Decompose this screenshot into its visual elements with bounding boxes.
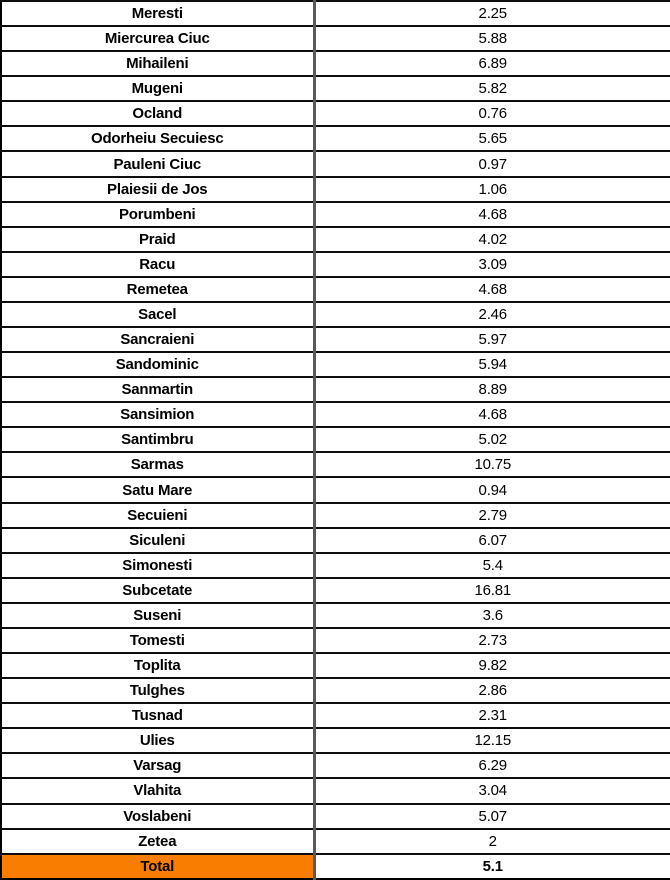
municipality-name-cell: Sancraieni bbox=[1, 327, 314, 352]
municipality-name-cell: Zetea bbox=[1, 829, 314, 854]
table-row bbox=[1, 628, 670, 653]
value-cell: 12.15 bbox=[314, 728, 670, 753]
table-row bbox=[1, 703, 670, 728]
total-label-cell: Total bbox=[1, 854, 314, 879]
table-row bbox=[1, 26, 670, 51]
value-cell: 4.68 bbox=[314, 402, 670, 427]
municipality-name-cell: Sacel bbox=[1, 302, 314, 327]
table-row bbox=[1, 553, 670, 578]
table-row bbox=[1, 101, 670, 126]
table-row bbox=[1, 402, 670, 427]
municipality-name-cell: Vlahita bbox=[1, 778, 314, 803]
table-row bbox=[1, 452, 670, 477]
table-row bbox=[1, 603, 670, 628]
table-row bbox=[1, 477, 670, 502]
table-row bbox=[1, 302, 670, 327]
value-cell: 2.79 bbox=[314, 503, 670, 528]
table-row bbox=[1, 678, 670, 703]
municipality-name-cell: Sanmartin bbox=[1, 377, 314, 402]
municipality-name-cell: Sarmas bbox=[1, 452, 314, 477]
value-cell: 0.94 bbox=[314, 477, 670, 502]
municipality-name-cell: Pauleni Ciuc bbox=[1, 151, 314, 176]
municipality-name-cell: Plaiesii de Jos bbox=[1, 177, 314, 202]
table-row bbox=[1, 227, 670, 252]
municipality-name-cell: Voslabeni bbox=[1, 804, 314, 829]
municipality-name-cell: Subcetate bbox=[1, 578, 314, 603]
municipality-name-cell: Tomesti bbox=[1, 628, 314, 653]
value-cell: 2.73 bbox=[314, 628, 670, 653]
table-row bbox=[1, 753, 670, 778]
municipality-name-cell: Suseni bbox=[1, 603, 314, 628]
municipality-name-cell: Meresti bbox=[1, 1, 314, 26]
table-row bbox=[1, 1, 670, 26]
table-row bbox=[1, 778, 670, 803]
value-cell: 8.89 bbox=[314, 377, 670, 402]
value-cell: 5.82 bbox=[314, 76, 670, 101]
table-row bbox=[1, 202, 670, 227]
municipality-name-cell: Simonesti bbox=[1, 553, 314, 578]
value-cell: 6.29 bbox=[314, 753, 670, 778]
municipality-name-cell: Secuieni bbox=[1, 503, 314, 528]
municipality-name-cell: Tusnad bbox=[1, 703, 314, 728]
value-cell: 2.86 bbox=[314, 678, 670, 703]
value-cell: 5.97 bbox=[314, 327, 670, 352]
value-cell: 6.89 bbox=[314, 51, 670, 76]
value-cell: 6.07 bbox=[314, 528, 670, 553]
table-row bbox=[1, 653, 670, 678]
value-cell: 5.65 bbox=[314, 126, 670, 151]
total-value-cell: 5.1 bbox=[314, 854, 670, 879]
value-cell: 4.02 bbox=[314, 227, 670, 252]
value-cell: 4.68 bbox=[314, 202, 670, 227]
municipality-name-cell: Satu Mare bbox=[1, 477, 314, 502]
table-row bbox=[1, 829, 670, 854]
value-cell: 2.31 bbox=[314, 703, 670, 728]
table-row bbox=[1, 277, 670, 302]
value-cell: 5.02 bbox=[314, 427, 670, 452]
value-cell: 0.97 bbox=[314, 151, 670, 176]
municipality-name-cell: Ocland bbox=[1, 101, 314, 126]
table-row bbox=[1, 151, 670, 176]
value-cell: 3.04 bbox=[314, 778, 670, 803]
municipality-name-cell: Toplita bbox=[1, 653, 314, 678]
municipality-name-cell: Santimbru bbox=[1, 427, 314, 452]
table-row bbox=[1, 76, 670, 101]
municipality-name-cell: Siculeni bbox=[1, 528, 314, 553]
value-cell: 2.46 bbox=[314, 302, 670, 327]
value-cell: 1.06 bbox=[314, 177, 670, 202]
municipality-name-cell: Praid bbox=[1, 227, 314, 252]
value-cell: 3.09 bbox=[314, 252, 670, 277]
value-cell: 2.25 bbox=[314, 1, 670, 26]
table-row bbox=[1, 177, 670, 202]
value-cell: 10.75 bbox=[314, 452, 670, 477]
table-row bbox=[1, 528, 670, 553]
municipality-name-cell: Remetea bbox=[1, 277, 314, 302]
table-row bbox=[1, 126, 670, 151]
value-cell: 16.81 bbox=[314, 578, 670, 603]
value-cell: 4.68 bbox=[314, 277, 670, 302]
table-row bbox=[1, 804, 670, 829]
table-row bbox=[1, 503, 670, 528]
municipality-name-cell: Sandominic bbox=[1, 352, 314, 377]
value-cell: 9.82 bbox=[314, 653, 670, 678]
table-row bbox=[1, 377, 670, 402]
municipality-name-cell: Mihaileni bbox=[1, 51, 314, 76]
value-cell: 5.94 bbox=[314, 352, 670, 377]
table-row bbox=[1, 327, 670, 352]
value-cell: 5.07 bbox=[314, 804, 670, 829]
value-cell: 5.4 bbox=[314, 553, 670, 578]
municipality-name-cell: Porumbeni bbox=[1, 202, 314, 227]
municipality-name-cell: Ulies bbox=[1, 728, 314, 753]
municipality-name-cell: Sansimion bbox=[1, 402, 314, 427]
municipality-name-cell: Varsag bbox=[1, 753, 314, 778]
value-cell: 0.76 bbox=[314, 101, 670, 126]
table-body bbox=[1, 1, 670, 854]
value-cell: 2 bbox=[314, 829, 670, 854]
value-cell: 3.6 bbox=[314, 603, 670, 628]
table-row bbox=[1, 252, 670, 277]
table-row bbox=[1, 427, 670, 452]
table-row bbox=[1, 578, 670, 603]
table-row bbox=[1, 51, 670, 76]
table-row bbox=[1, 352, 670, 377]
table-row bbox=[1, 728, 670, 753]
municipality-name-cell: Odorheiu Secuiesc bbox=[1, 126, 314, 151]
municipality-name-cell: Racu bbox=[1, 252, 314, 277]
municipality-name-cell: Miercurea Ciuc bbox=[1, 26, 314, 51]
municipality-name-cell: Tulghes bbox=[1, 678, 314, 703]
municipality-name-cell: Mugeni bbox=[1, 76, 314, 101]
total-row bbox=[1, 854, 670, 879]
value-cell: 5.88 bbox=[314, 26, 670, 51]
